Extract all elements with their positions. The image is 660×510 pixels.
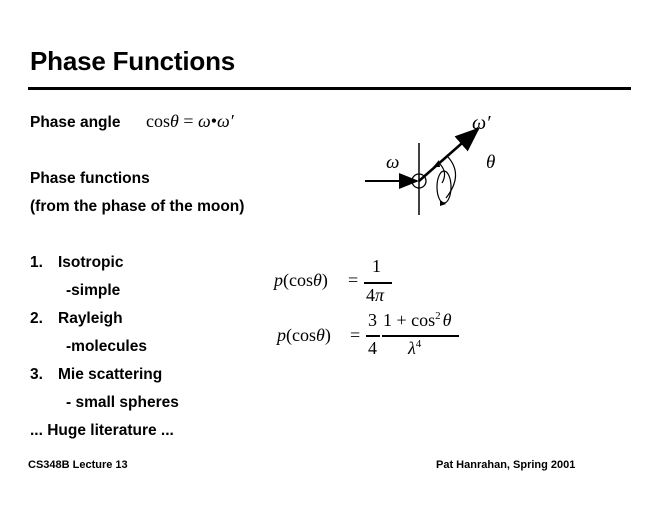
- close-paren: ): [321, 270, 328, 290]
- list-item-label: Rayleigh: [58, 310, 123, 327]
- lambda-symbol: λ: [408, 338, 416, 358]
- phase-functions-heading: Phase functions: [30, 170, 150, 187]
- p-symbol: p: [277, 325, 286, 345]
- literature-note: ... Huge literature ...: [30, 422, 174, 439]
- rayleigh-denominator: [408, 338, 421, 359]
- rayleigh-small-fraction-bar: [366, 335, 380, 337]
- footer-lecture: CS348B Lecture 13: [28, 459, 128, 471]
- diagram-theta-label: θ: [486, 152, 496, 173]
- isotropic-numerator: 1: [372, 256, 381, 276]
- cos-text: cos: [146, 111, 170, 131]
- rayleigh-fraction-bar: [382, 335, 459, 337]
- theta-symbol: θ: [313, 270, 322, 290]
- isotropic-fraction-bar: [364, 282, 392, 284]
- cos-exponent: 2: [435, 310, 441, 322]
- isotropic-denominator: [366, 285, 384, 306]
- scattering-diagram: [360, 105, 520, 220]
- isotropic-equals: =: [348, 270, 359, 290]
- list-item-label: Mie scattering: [58, 366, 163, 383]
- theta-arc-arrow: [433, 160, 440, 167]
- rayleigh-frac-denominator: 4: [368, 338, 377, 358]
- list-item-number: 2.: [30, 310, 43, 327]
- theta-symbol: θ: [442, 310, 452, 330]
- equals-sign: =: [183, 111, 194, 131]
- pi-symbol: π: [375, 285, 385, 305]
- rayleigh-frac-numerator: 3: [368, 310, 377, 330]
- footer-author: Pat Hanrahan, Spring 2001: [436, 459, 576, 471]
- list-item-number: 3.: [30, 366, 43, 383]
- close-paren: ): [324, 325, 331, 345]
- phase-angle-formula: [146, 111, 234, 132]
- theta-symbol: θ: [316, 325, 325, 345]
- cos-text: (cos: [283, 270, 313, 290]
- phase-functions-subheading: (from the phase of the moon): [30, 198, 245, 215]
- dot-operator: •: [210, 111, 218, 131]
- rayleigh-eq-lhs: [277, 325, 331, 346]
- omega-prime-symbol: ω′: [217, 111, 234, 131]
- list-item-sub: -simple: [66, 282, 121, 299]
- phase-angle-label: Phase angle: [30, 114, 121, 131]
- cos-text: (cos: [286, 325, 316, 345]
- outgoing-arrow: [419, 129, 478, 181]
- theta-symbol: θ: [170, 111, 179, 131]
- isotropic-eq-lhs: [274, 270, 328, 291]
- rayleigh-numerator-expr: [383, 310, 452, 331]
- list-item-sub: -molecules: [66, 338, 147, 355]
- omega-symbol: ω: [198, 111, 211, 131]
- list-item-label: Isotropic: [58, 254, 124, 271]
- list-item-number: 1.: [30, 254, 43, 271]
- den-coefficient: 4: [366, 285, 375, 305]
- rayleigh-equals: =: [350, 325, 361, 345]
- diagram-omega-prime-label: ω′: [472, 112, 491, 134]
- diagram-omega-label: ω: [386, 152, 400, 173]
- one-plus-cos-text: 1 + cos: [383, 310, 436, 330]
- p-symbol: p: [274, 270, 283, 290]
- title-rule: [28, 87, 631, 90]
- page-title: Phase Functions: [30, 46, 236, 76]
- list-item-sub: - small spheres: [66, 394, 179, 411]
- lambda-exponent: 4: [415, 338, 422, 350]
